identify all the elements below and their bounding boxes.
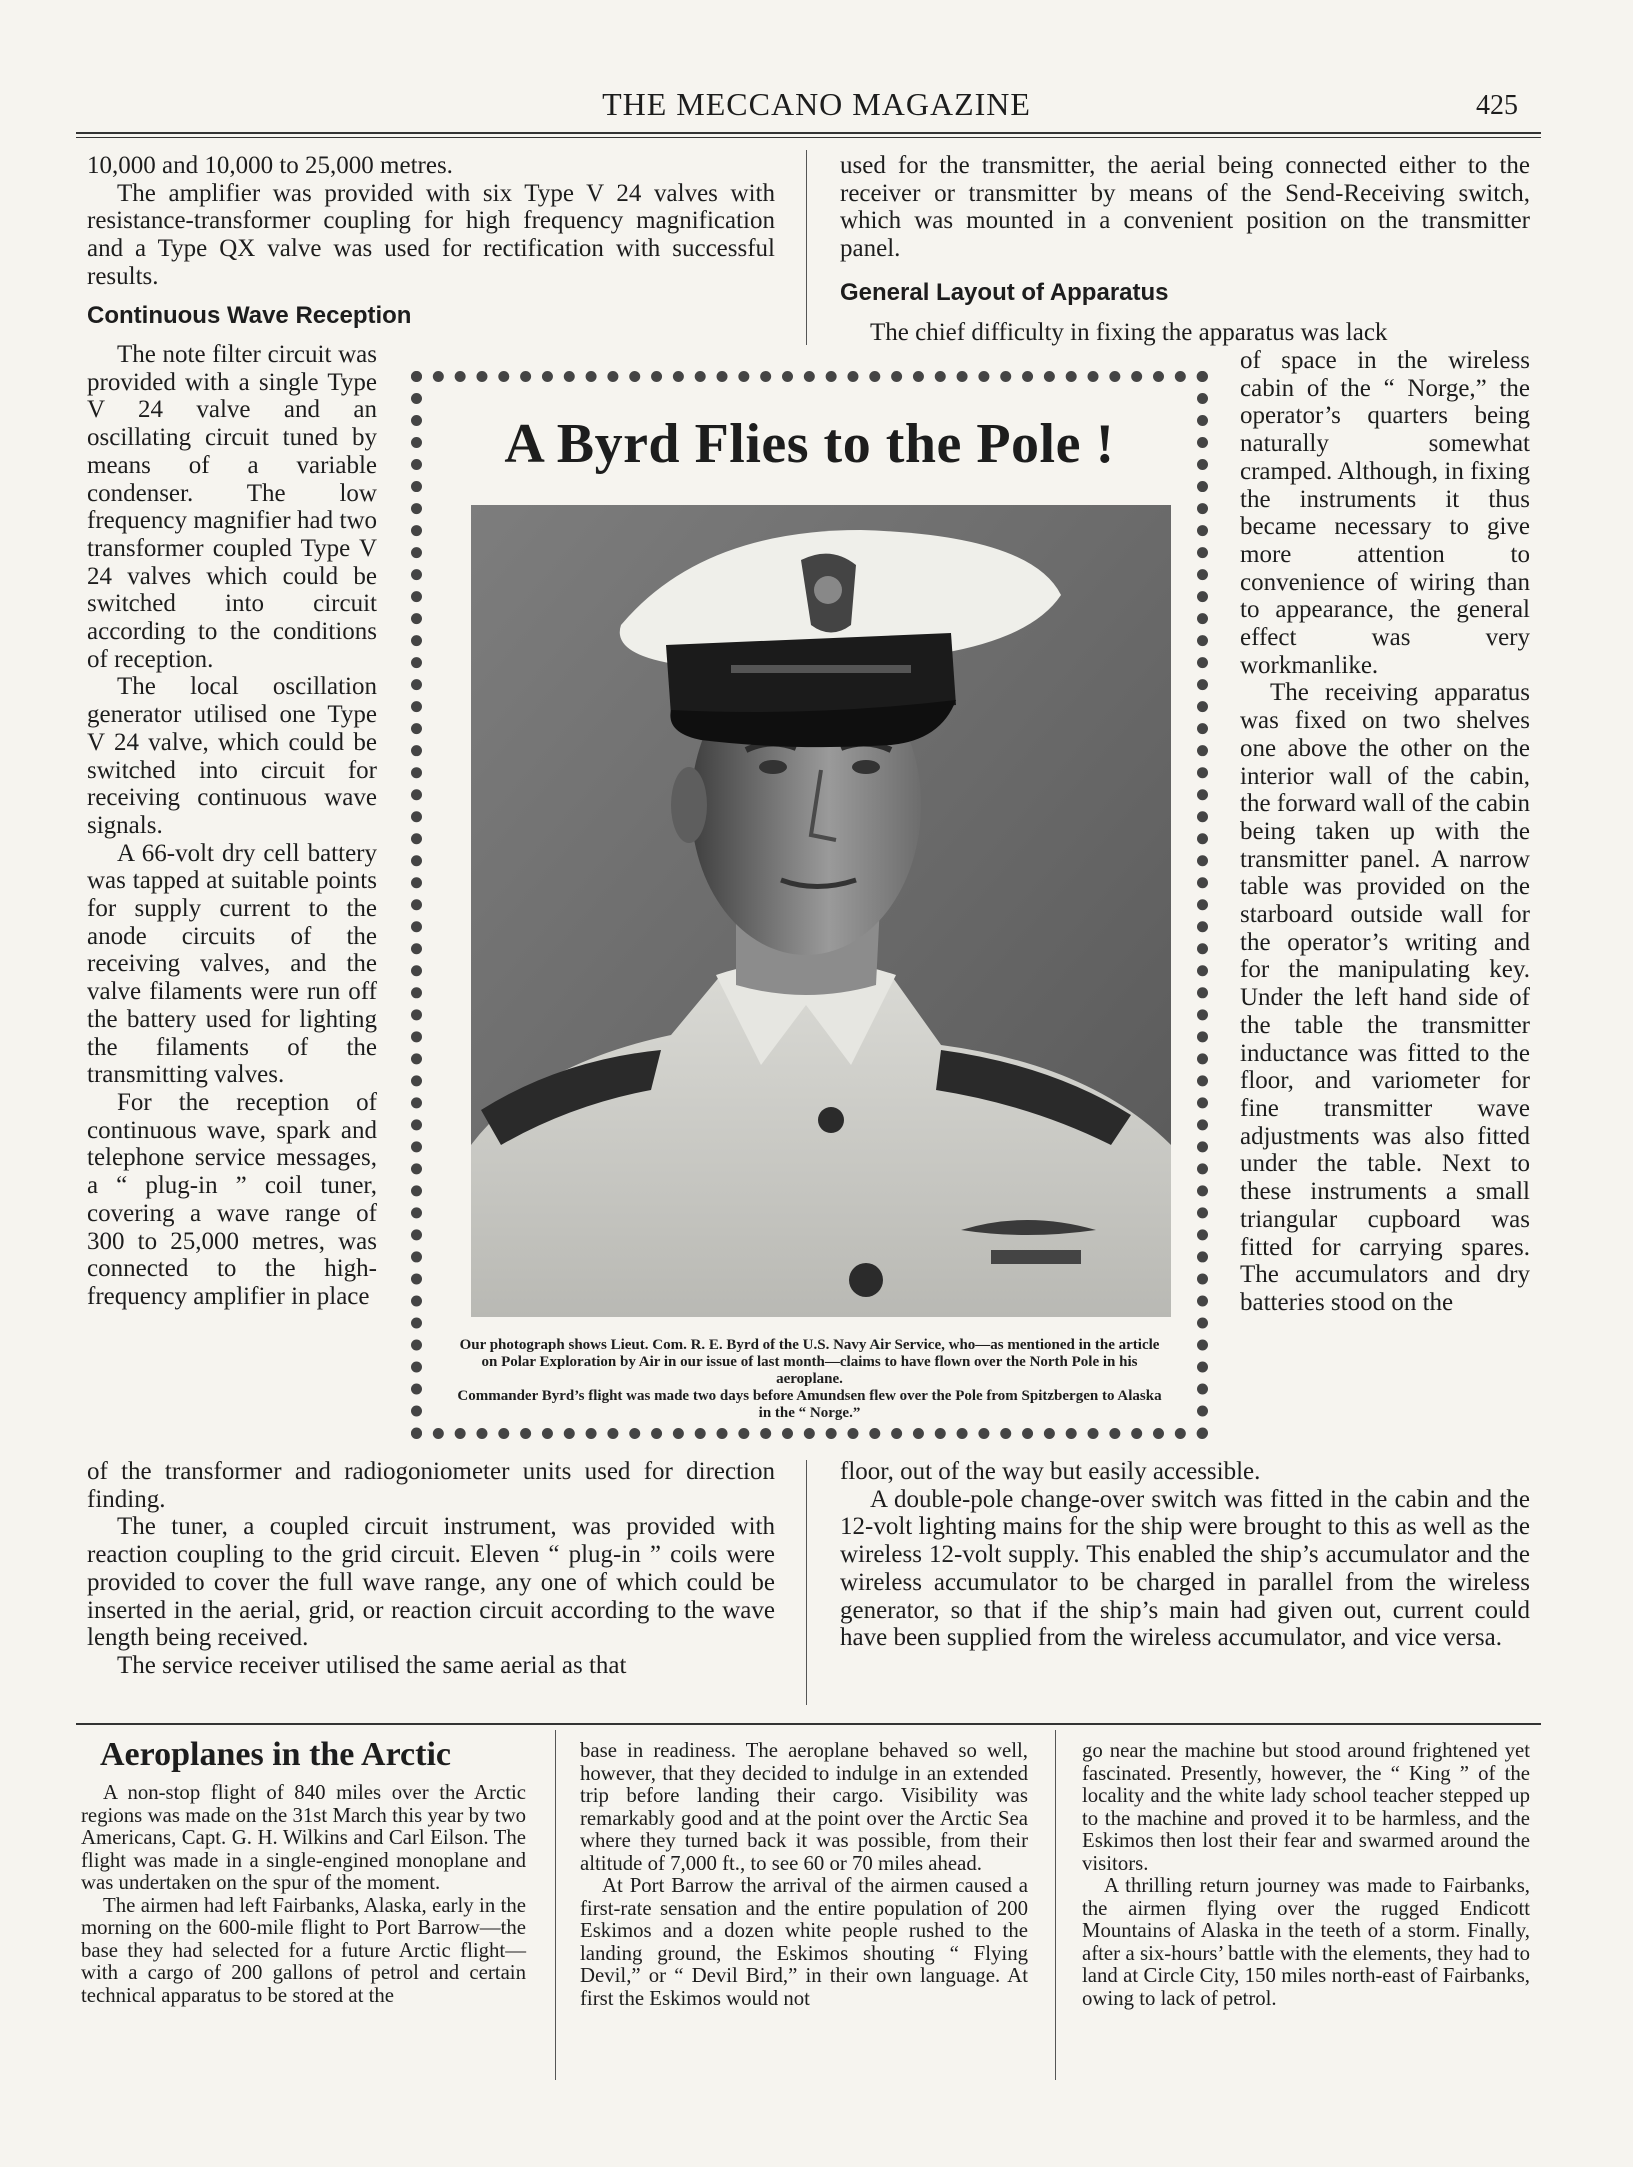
column-divider-bottom — [806, 1460, 807, 1705]
caption-line: Our photograph shows Lieut. Com. R. E. Byrd of the U.S. Navy Air Service, who—as mentioned in the article on Polar Exploration by Air in our issue of last month—claims to have flown over the North Pole in his aeroplane. — [459, 1337, 1160, 1387]
left-column-top — [87, 152, 775, 291]
paragraph: floor, out of the way but easily accessible. — [840, 1458, 1261, 1485]
section-rule — [76, 1723, 1541, 1725]
running-head — [0, 86, 1633, 126]
arctic-column-1 — [81, 1782, 526, 2007]
paragraph: base in readiness. The aeroplane behaved so well, however, that they decided to indulge in an extended trip before landing their cargo. Visibility was remarkably good and at the point over the Arctic Sea where they turned back it was possible, from their altitude of 7,000 ft., to see 60 or 70 miles ahead. — [580, 1739, 1028, 1875]
paragraph: At Port Barrow the arrival of the airmen caused a first-rate sensation and the entire population of 200 Eskimos and a dozen white people rushed to the landing ground, the Eskimos shouting “ Flying Devil,” or “ Devil Bird,” in their own language. At first the Eskimos would not — [580, 1874, 1028, 2010]
page-number: 425 — [1476, 90, 1518, 121]
arctic-column-2 — [580, 1740, 1028, 2010]
right-column-bottom — [840, 1458, 1530, 1652]
right-narrow-column — [1240, 347, 1530, 1317]
section-heading: General Layout of Apparatus — [840, 279, 1169, 306]
column-divider-top — [806, 150, 807, 345]
header-rule-thin — [76, 137, 1541, 138]
paragraph: The tuner, a coupled circuit instrument, was provided with reaction coupling to the grid circuit. Eleven “ plug-in ” coils were provided to cover the full wave range, any one of which could be inserted in the aerial, grid, or reaction circuit according to the wave length being received. — [87, 1513, 775, 1652]
paragraph: The note filter circuit was provided with a single Type V 24 valve and an oscillating circuit tuned by means of a variable condenser. The low frequency magnifier had two transformer coupled Type V 24 valves which could be switched into circuit according to the conditions of reception. — [87, 341, 377, 673]
paragraph: A 66-volt dry cell battery was tapped at suitable points for supply current to the anode circuits of the receiving valves, and the valve filaments were run off the battery used for lighting the filaments of the transmitting valves. — [87, 839, 377, 1089]
feature-box — [411, 371, 1208, 1439]
paragraph: A non-stop flight of 840 miles over the Arctic regions was made on the 31st March this year by two Americans, Capt. G. H. Wilkins and Carl Eilson. The flight was made in a single-engined monoplane and was undertaken on the spur of the moment. — [81, 1781, 526, 1894]
left-column-bottom — [87, 1458, 775, 1680]
paragraph: 10,000 and 10,000 to 25,000 metres. — [87, 152, 453, 179]
portrait-photo — [471, 505, 1171, 1317]
arctic-column-3 — [1082, 1740, 1530, 2010]
paragraph: For the reception of continuous wave, spark and telephone service messages, a “ plug-in ” coil tuner, covering a wave range of 300 to 25,000 metres, was connected to the high-frequency amplifier in place — [87, 1088, 377, 1310]
paragraph-lead: The chief difficulty in fixing the apparatus was lack — [870, 319, 1388, 346]
magazine-title: THE MECCANO MAGAZINE — [602, 86, 1031, 122]
portrait-illustration — [471, 505, 1171, 1317]
paragraph: The airmen had left Fairbanks, Alaska, early in the morning on the 600-mile flight to Port Barrow—the base they had selected for a future Arctic flight—with a cargo of 200 gallons of petrol and certain technical apparatus to be stored at the — [81, 1893, 526, 2007]
section-heading: Continuous Wave Reception — [87, 302, 412, 329]
left-narrow-column — [87, 341, 377, 1311]
right-column-lead — [840, 319, 1530, 347]
photo-caption — [457, 1337, 1162, 1422]
right-column-top — [840, 152, 1530, 263]
paragraph: A double-pole change-over switch was fitted in the cabin and the 12-volt lighting mains for the ship were brought to this as well as the wireless 12-volt supply. This enabled the ship’s accumulator and the wireless accumulator to be charged in parallel from the wireless generator, so that if the ship’s main had given out, current could have been supplied from the wireless accumulator, and vice versa. — [840, 1485, 1530, 1652]
caption-line: Commander Byrd’s flight was made two days before Amundsen flew over the Pole from Spitzbergen to Alaska in the “ Norge.” — [457, 1388, 1162, 1421]
paragraph: The local oscillation generator utilised one Type V 24 valve, which could be switched into circuit for receiving continuous wave signals. — [87, 673, 377, 839]
paragraph: A thrilling return journey was made to Fairbanks, the airmen flying over the rugged Endicott Mountains of Alaska in the teeth of a storm. Finally, after a six-hours’ battle with the elements, they had to land at Circle City, 150 miles north-east of Fairbanks, owing to lack of petrol. — [1082, 1874, 1530, 2010]
paragraph: The amplifier was provided with six Type V 24 valves with resistance-transformer coupling for high frequency magnification and a Type QX valve was used for rectification with successful results. — [87, 179, 775, 290]
paragraph: of space in the wireless cabin of the “ Norge,” the operator’s quarters being naturally somewhat cramped. Although, in fixing the instruments it thus became necessary to give more attention to convenience of wiring than to appearance, the general effect was very workmanlike. — [1240, 347, 1530, 679]
paragraph: The service receiver utilised the same aerial as that — [117, 1651, 627, 1679]
paragraph: used for the transmitter, the aerial being connected either to the receiver or transmitter by means of the Send-Receiving switch, which was mounted in a convenient position on the transmitter panel. — [840, 152, 1530, 263]
column-divider — [555, 1730, 556, 2080]
paragraph: The receiving apparatus was fixed on two shelves one above the other on the interior wall of the cabin, the forward wall of the cabin being taken up with the transmitter panel. A narrow table was provided on the starboard outside wall for the operator’s writing and for the manipulating key. Under the left hand side of the table the transmitter inductance was fitted to the floor, and variometer for fine transmitter wave adjustments was also fitted under the table. Next to these instruments a small triangular cupboard was fitted for carrying spares. The accumulators and dry batteries stood on the — [1240, 679, 1530, 1316]
feature-title: A Byrd Flies to the Pole ! — [504, 413, 1115, 475]
article-title: Aeroplanes in the Arctic — [100, 1736, 451, 1773]
paragraph: go near the machine but stood around frightened yet fascinated. Presently, however, the “ King ” of the locality and the white lady school teacher stepped up to the machine and proved it to be harmless, and the Eskimos then lost their fear and swarmed around the visitors. — [1082, 1739, 1530, 1875]
paragraph: of the transformer and radiogoniometer units used for direction finding. — [87, 1458, 775, 1513]
column-divider — [1055, 1730, 1056, 2080]
header-rule — [76, 132, 1541, 134]
